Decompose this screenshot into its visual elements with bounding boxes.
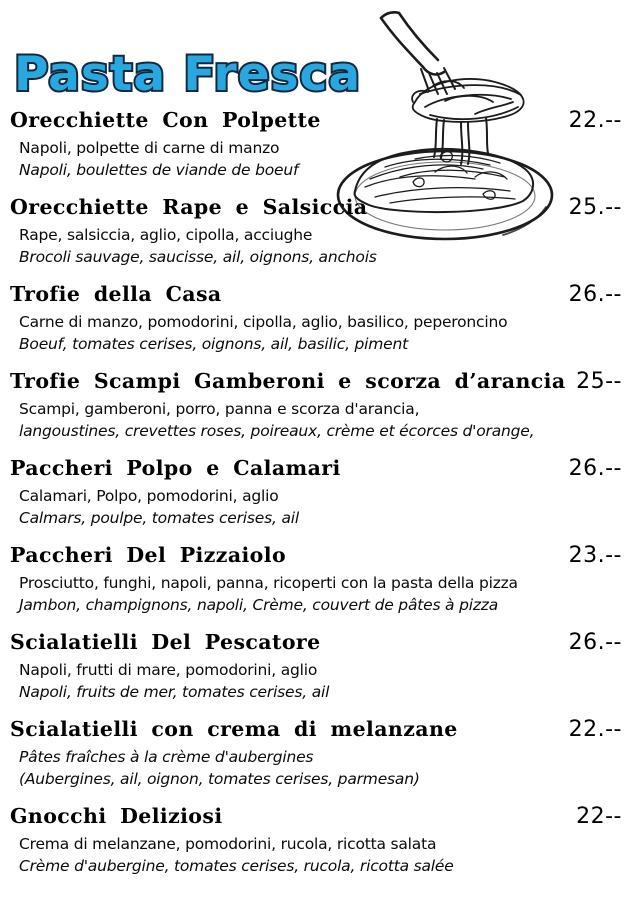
item-price: 22-- xyxy=(576,804,622,829)
item-desc-french: Crème d'aubergine, tomates cerises, rucola, ricotta salée xyxy=(19,856,454,875)
item-name: Scialatielli Del Pescatore xyxy=(10,630,321,654)
menu-item xyxy=(10,628,628,715)
item-header xyxy=(10,367,628,396)
menu-item xyxy=(10,367,628,454)
menu-item xyxy=(10,454,628,541)
item-desc-italian: Scampi, gamberoni, porro, panna e scorza d'arancia, xyxy=(19,400,420,418)
item-desc-italian: Napoli, frutti di mare, pomodorini, aglio xyxy=(19,661,318,679)
item-desc-french: (Aubergines, ail, oignon, tomates cerises, parmesan) xyxy=(19,769,420,788)
item-name: Gnocchi Deliziosi xyxy=(10,804,223,828)
item-header xyxy=(10,628,628,657)
item-desc-french: langoustines, crevettes roses, poireaux, crème et écorces d'orange, xyxy=(19,421,535,440)
item-price: 26.-- xyxy=(568,630,622,655)
item-header xyxy=(10,106,628,135)
item-header xyxy=(10,802,628,831)
item-price: 25-- xyxy=(576,369,622,394)
item-price: 25.-- xyxy=(568,195,622,220)
item-desc-french: Napoli, fruits de mer, tomates cerises, ail xyxy=(19,682,330,701)
menu-item xyxy=(10,106,628,193)
item-desc-italian: Calamari, Polpo, pomodorini, aglio xyxy=(19,487,279,505)
item-desc-french: Brocoli sauvage, saucisse, ail, oignons, anchois xyxy=(19,247,377,266)
item-name: Trofie della Casa xyxy=(10,282,222,306)
menu-item xyxy=(10,541,628,628)
item-desc-lines xyxy=(10,399,628,442)
item-desc-lines xyxy=(10,225,628,268)
menu-item xyxy=(10,715,628,802)
item-desc-french: Boeuf, tomates cerises, oignons, ail, basilic, piment xyxy=(19,334,409,353)
item-price: 22.-- xyxy=(568,717,622,742)
item-name: Orecchiette Con Polpette xyxy=(10,108,321,132)
item-name: Orecchiette Rape e Salsiccia xyxy=(10,195,368,219)
item-price: 22.-- xyxy=(568,108,622,133)
menu-item xyxy=(10,802,628,889)
item-name: Scialatielli con crema di melanzane xyxy=(10,717,458,741)
item-desc-lines xyxy=(10,312,628,355)
menu-item xyxy=(10,193,628,280)
item-desc-italian: Rape, salsiccia, aglio, cipolla, acciughe xyxy=(19,226,313,244)
item-header xyxy=(10,193,628,222)
item-desc-lines xyxy=(10,573,628,616)
page-title: Pasta Fresca Pasta Fresca xyxy=(14,47,361,102)
item-desc-french: Pâtes fraîches à la crème d'aubergines xyxy=(19,748,314,766)
item-name: Paccheri Del Pizzaiolo xyxy=(10,543,287,567)
item-desc-italian: Napoli, polpette di carne di manzo xyxy=(19,139,280,157)
item-desc-italian: Crema di melanzane, pomodorini, rucola, ricotta salata xyxy=(19,835,437,853)
item-desc-lines xyxy=(10,834,628,877)
item-header xyxy=(10,280,628,309)
item-desc-french: Calmars, poulpe, tomates cerises, ail xyxy=(19,508,299,527)
item-price: 26.-- xyxy=(568,282,622,307)
item-desc-lines xyxy=(10,486,628,529)
menu-item xyxy=(10,280,628,367)
item-desc-italian: Carne di manzo, pomodorini, cipolla, aglio, basilico, peperoncino xyxy=(19,313,508,331)
item-desc-lines xyxy=(10,747,628,790)
item-desc-lines xyxy=(10,660,628,703)
item-desc-lines xyxy=(10,138,628,181)
item-desc-french: Jambon, champignons, napoli, Crème, couvert de pâtes à pizza xyxy=(19,595,498,614)
item-header xyxy=(10,454,628,483)
item-desc-french: Napoli, boulettes de viande de boeuf xyxy=(19,160,299,179)
item-name: Paccheri Polpo e Calamari xyxy=(10,456,341,480)
item-price: 26.-- xyxy=(568,456,622,481)
item-desc-italian: Prosciutto, funghi, napoli, panna, ricoperti con la pasta della pizza xyxy=(19,574,518,592)
menu-list xyxy=(10,106,628,889)
item-name: Trofie Scampi Gamberoni e scorza d’arancia xyxy=(10,369,566,393)
item-price: 23.-- xyxy=(568,543,622,568)
item-header xyxy=(10,541,628,570)
item-header xyxy=(10,715,628,744)
